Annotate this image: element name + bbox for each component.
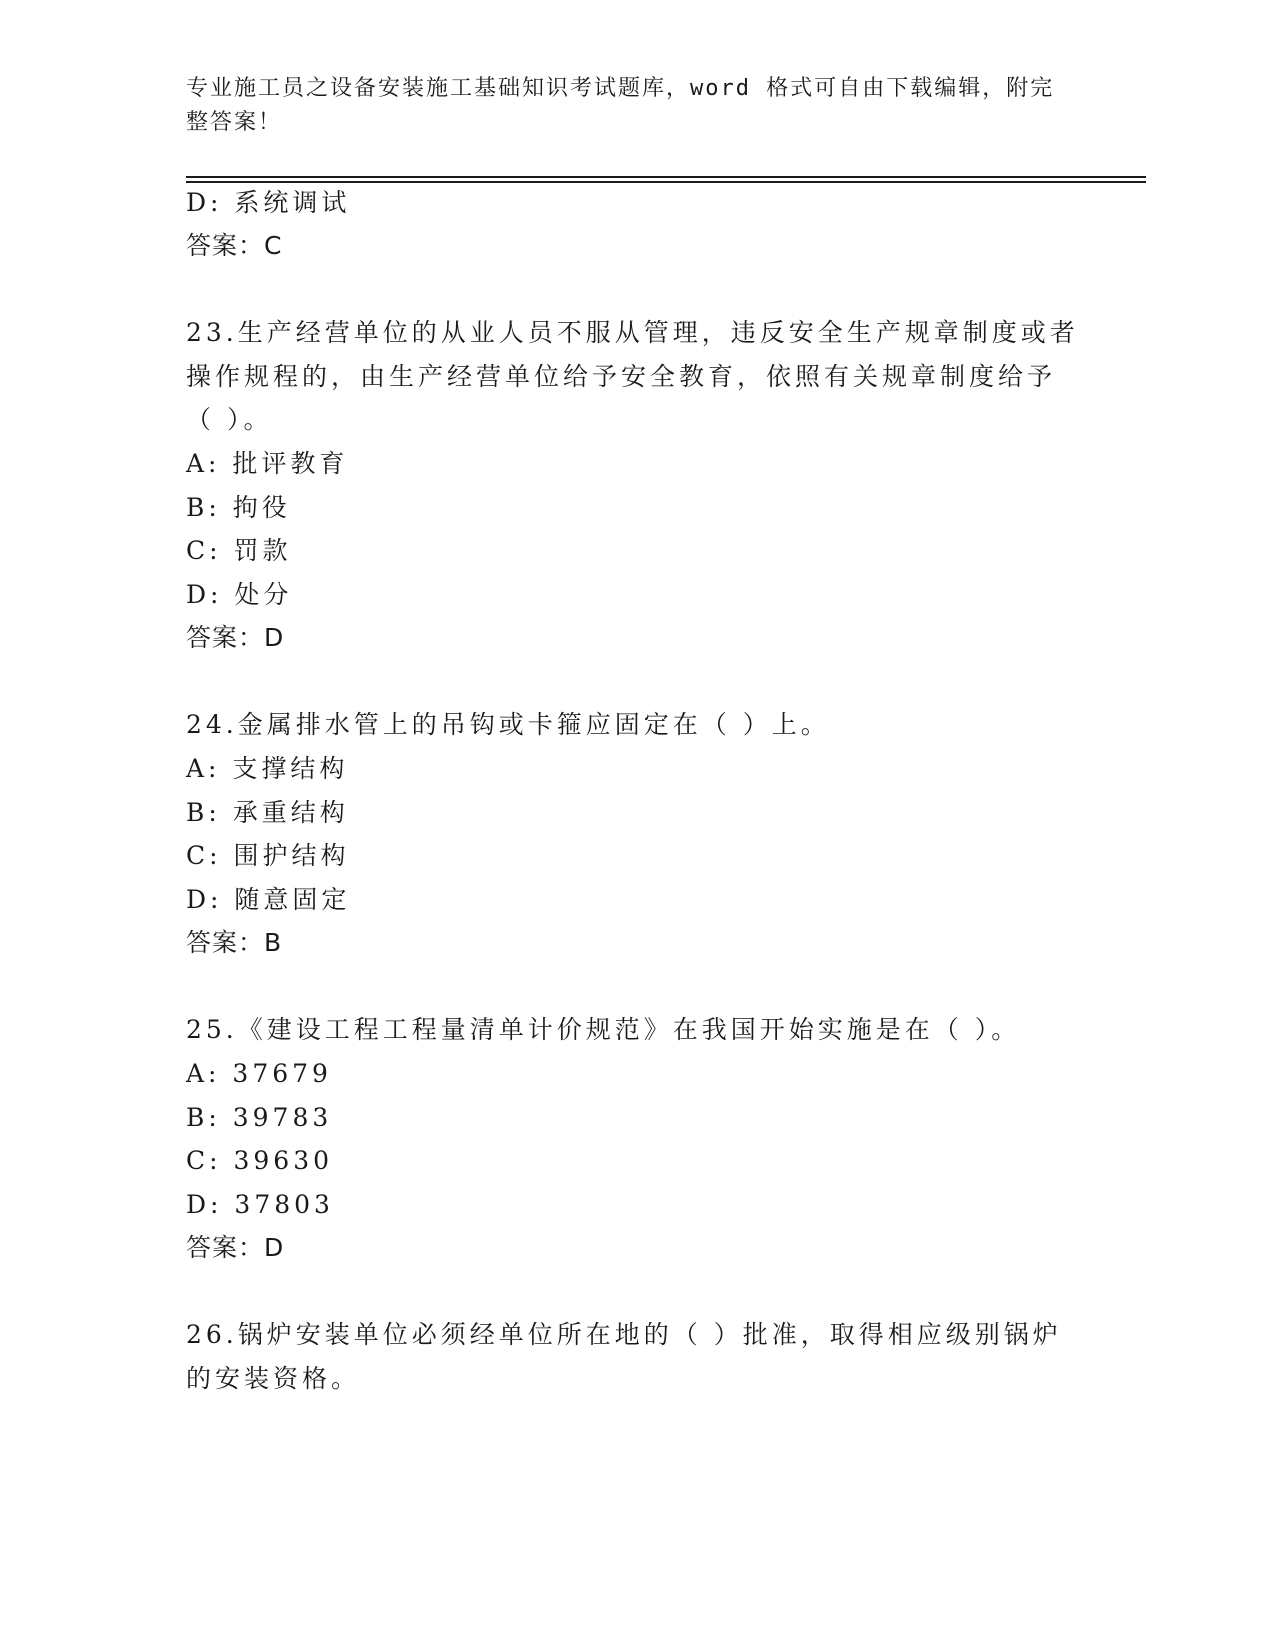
- q23-text-line-1: 23.生产经营单位的从业人员不服从管理，违反安全生产规章制度或者: [186, 318, 1079, 347]
- q25-option-a: A: 37679: [186, 1059, 332, 1088]
- header-line-2: 整答案！: [186, 110, 283, 135]
- header-divider-bottom: [186, 181, 1146, 183]
- document-header: [186, 72, 1066, 140]
- q23-text-line-2: 操作规程的，由生产经营单位给予安全教育，依照有关规章制度给予: [186, 362, 1057, 391]
- q25-text-line-1: 25.《建设工程工程量清单计价规范》在我国开始实施是在（ ）。: [186, 1015, 1021, 1044]
- q23-option-d: D: 处分: [186, 580, 293, 609]
- q25-option-c: C: 39630: [186, 1146, 334, 1175]
- q26-text-line-1: 26.锅炉安装单位必须经单位所在地的（ ）批准，取得相应级别锅炉: [186, 1320, 1062, 1349]
- header-divider-top: [186, 176, 1146, 178]
- q24-answer: 答案：B: [186, 928, 283, 957]
- q24-option-c: C: 围护结构: [186, 841, 350, 870]
- q24-text-line-1: 24.金属排水管上的吊钩或卡箍应固定在（ ）上。: [186, 710, 830, 739]
- q24-option-b: B: 承重结构: [186, 798, 349, 827]
- q26-text-line-2: 的安装资格。: [186, 1364, 361, 1393]
- q23-option-a: A: 批评教育: [186, 449, 349, 478]
- q23-option-b: B: 拘役: [186, 493, 291, 522]
- q23-answer: 答案：D: [186, 623, 285, 652]
- header-line-1: 专业施工员之设备安装施工基础知识考试题库，word 格式可自由下载编辑，附完: [186, 76, 1055, 101]
- q23-text-line-3: （ ）。: [186, 405, 273, 434]
- q24-option-d: D: 随意固定: [186, 885, 351, 914]
- prev-option-d: D: 系统调试: [186, 188, 351, 217]
- prev-answer: 答案：C: [186, 231, 283, 260]
- q23-option-c: C: 罚款: [186, 536, 292, 565]
- q25-option-d: D: 37803: [186, 1190, 334, 1219]
- q25-option-b: B: 39783: [186, 1103, 333, 1132]
- q24-option-a: A: 支撑结构: [186, 754, 349, 783]
- q25-answer: 答案：D: [186, 1233, 285, 1262]
